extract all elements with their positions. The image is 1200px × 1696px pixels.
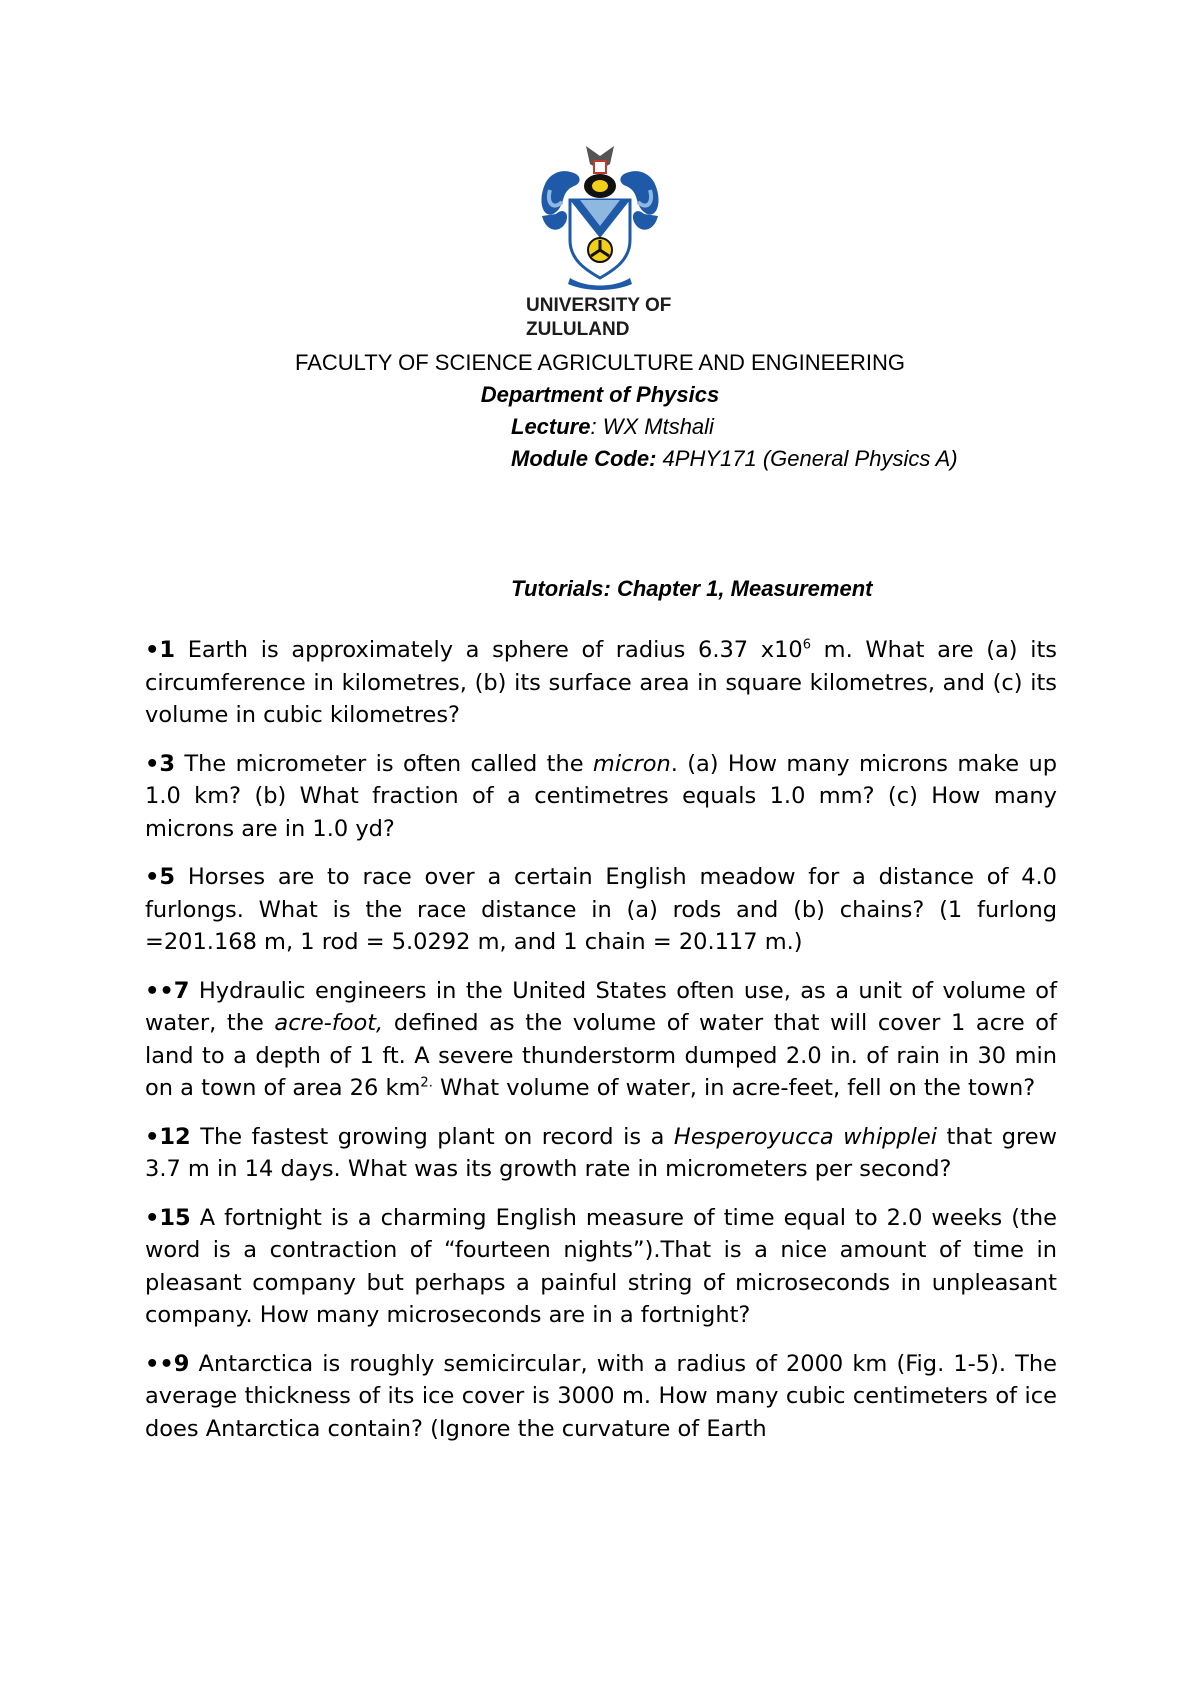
problem-item — [145, 1121, 1057, 1186]
problem-emphasis: Hesperoyucca whipplei — [673, 1123, 937, 1150]
problem-text: Hydraulic engineers in the United States often use, as a unit of volume of water, the — [145, 977, 1057, 1036]
problem-text: . (a) How many microns make up 1.0 km? (b) What fraction of a centimetres equals 1.0 mm? (c) How many microns are in 1.0 yd? — [145, 750, 1057, 842]
faculty-heading: FACULTY OF SCIENCE AGRICULTURE AND ENGINEERING — [295, 350, 905, 375]
problem-text: m. What are (a) its circumference in kilometres, (b) its surface area in square kilometres, and (c) its volume in cubic kilometres? — [145, 637, 1057, 728]
problem-text: defined as the volume of water that will cover 1 acre of land to a depth of 1 ft. A severe thunderstorm dumped 2.0 in. of rain in 30 min on a town of area 26 km — [145, 1010, 1057, 1101]
problem-text: Earth is approximately a sphere of radius 6.37 x10 — [175, 637, 803, 663]
problem-text: The fastest growing plant on record is a — [190, 1123, 674, 1150]
problem-number: ••7 — [145, 977, 190, 1004]
problem-text: What volume of water, in acre-feet, fell on the town? — [432, 1075, 1036, 1101]
module-code-label: Module Code: — [511, 446, 657, 471]
problem-number: •1 — [145, 637, 176, 663]
module-code-line — [511, 446, 1111, 472]
problem-item — [145, 1202, 1057, 1332]
problem-text: The micrometer is often called the — [175, 750, 593, 777]
university-name-line-2: ZULULAND — [526, 319, 630, 340]
problem-number: •5 — [145, 864, 176, 890]
problem-superscript: 6 — [802, 637, 811, 653]
problem-text: A fortnight is a charming English measure of time equal to 2.0 weeks (the word is a contraction of “fourteen nights”).That is a nice amount of time in pleasant company but perhaps a painful string of microseconds in unpleasant company. How many microseconds are in a fortnight? — [145, 1204, 1057, 1328]
lecturer-line — [511, 414, 1111, 440]
problem-superscript: 2. — [420, 1075, 433, 1091]
university-crest-icon — [536, 142, 664, 292]
problem-number: •15 — [145, 1204, 191, 1231]
problem-item — [145, 1348, 1057, 1446]
problem-item — [145, 634, 1057, 732]
university-logo — [520, 142, 680, 342]
department-heading: Department of Physics — [480, 382, 720, 407]
problem-number: •12 — [145, 1123, 191, 1150]
problem-item — [145, 861, 1057, 959]
problem-list — [145, 634, 1057, 1461]
problem-item — [145, 975, 1057, 1105]
lecturer-name: : WX Mtshali — [590, 414, 714, 439]
problem-emphasis: micron — [592, 750, 671, 777]
university-name — [526, 294, 680, 342]
lecturer-label: Lecture — [511, 414, 591, 439]
problem-number: ••9 — [145, 1350, 190, 1377]
problem-text: Horses are to race over a certain English meadow for a distance of 4.0 furlongs. What is the race distance in (a) rods and (b) chains? (1 furlong =201.168 m, 1 rod = 5.0292 m, and 1 chain = 20.117 m.) — [145, 864, 1057, 955]
problem-item — [145, 748, 1057, 846]
module-code-value: 4PHY171 (General Physics A) — [656, 446, 958, 471]
problem-emphasis: acre-foot, — [274, 1010, 384, 1036]
problem-text: Antarctica is roughly semicircular, with a radius of 2000 km (Fig. 1-5). The average thickness of its ice cover is 3000 m. How many cubic centimeters of ice does Antarctica contain? (Ignore the curvature of Earth — [145, 1350, 1057, 1442]
problem-text: that grew 3.7 m in 14 days. What was its growth rate in micrometers per second? — [145, 1123, 1057, 1182]
university-name-line-1: UNIVERSITY OF — [526, 295, 672, 316]
problem-number: •3 — [145, 750, 176, 777]
tutorial-title: Tutorials: Chapter 1, Measurement — [511, 576, 873, 601]
